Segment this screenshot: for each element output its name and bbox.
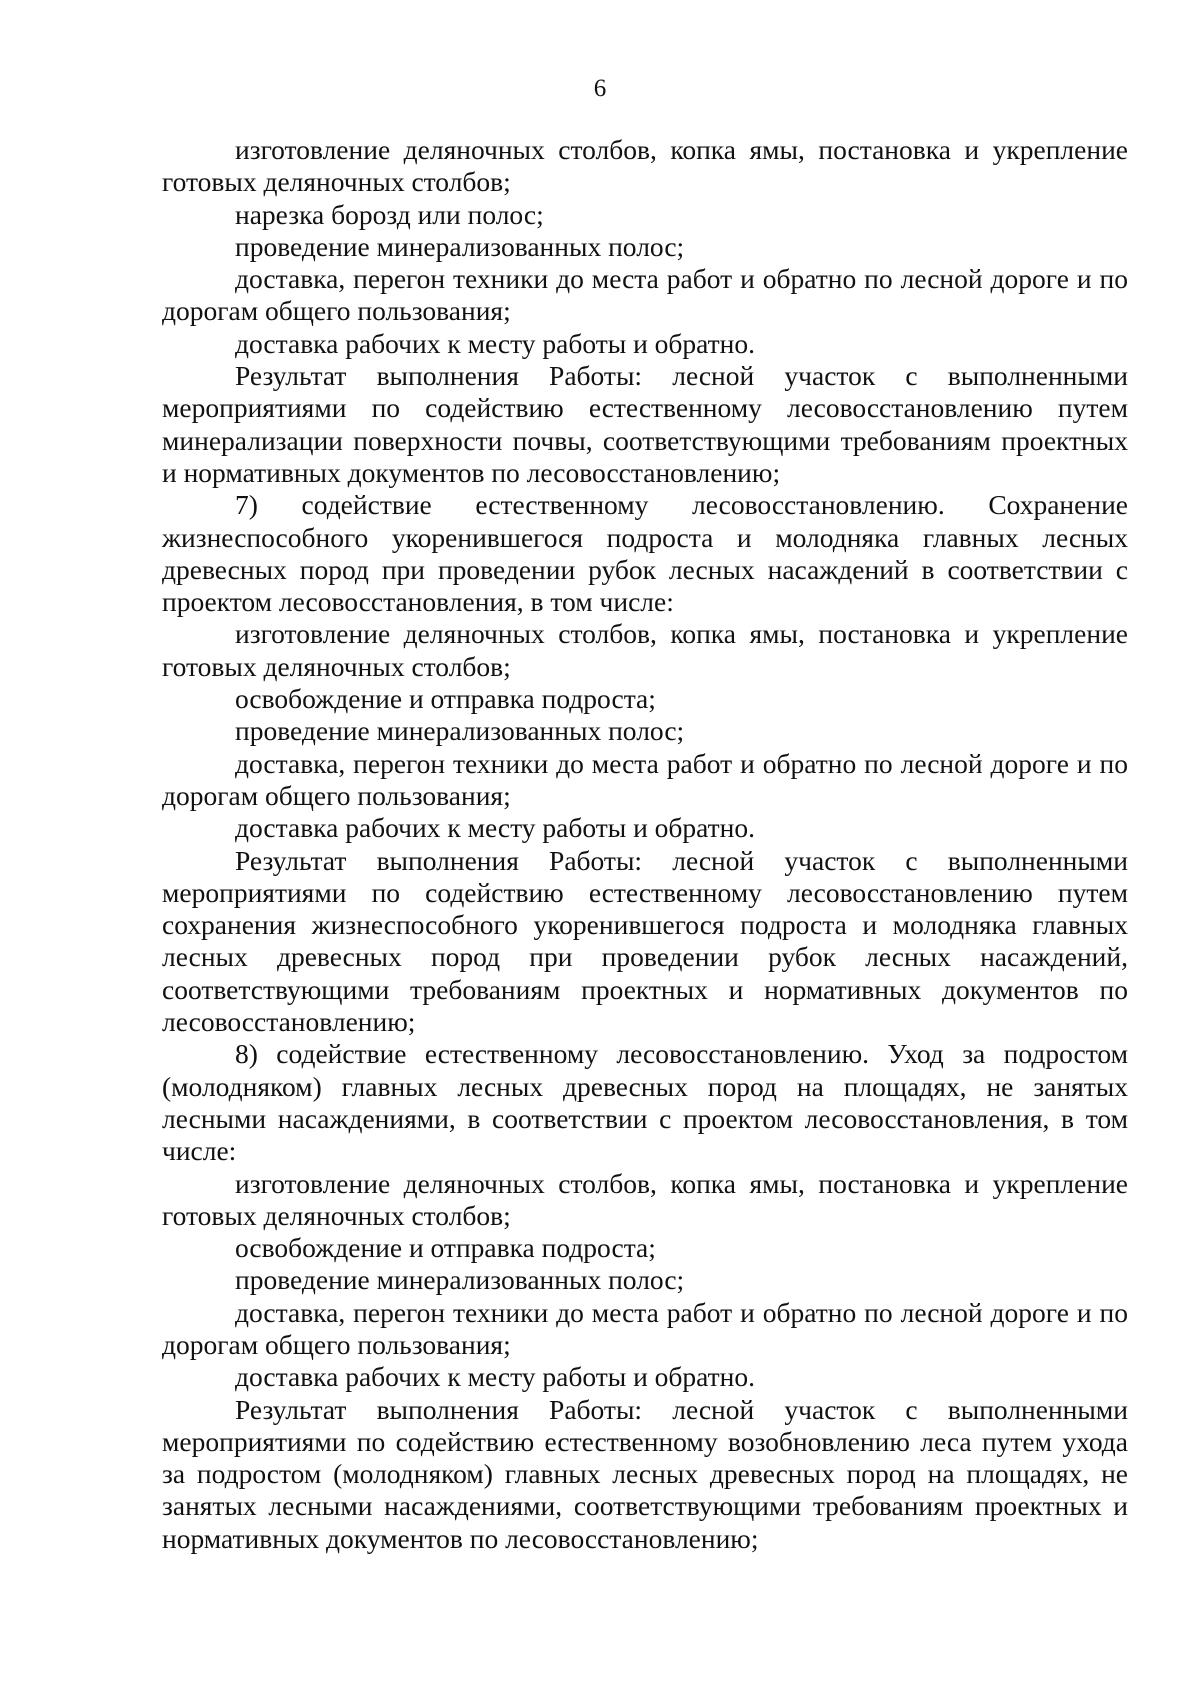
paragraph: изготовление деляночных столбов, копка ямы, постановка и укрепление готовых деляночных столбов; — [162, 134, 1128, 198]
paragraph: проведение минерализованных полос; — [235, 230, 685, 262]
paragraph: Результат выполнения Работы: лесной участок с выполненными мероприятиями по содействию естественному возобновлению леса путем ухода за подростом (молодняком) главных лесных древесных пород на площадях, не занятых лесными насаждениями, соответствующими требованиям проектных и нормативных документов по лесовосстановлению; — [162, 1393, 1128, 1554]
paragraph: освобождение и отправка подроста; — [235, 683, 656, 715]
paragraph: доставка, перегон техники до места работ и обратно по лесной дороге и по дорогам общего пользования; — [162, 747, 1128, 811]
paragraph: доставка, перегон техники до места работ и обратно по лесной дороге и по дорогам общего пользования; — [162, 263, 1128, 327]
paragraph: изготовление деляночных столбов, копка ямы, постановка и укрепление готовых деляночных столбов; — [162, 1167, 1128, 1231]
paragraph: 8) содействие естественному лесовосстановлению. Уход за подростом (молодняком) главных лесных древесных пород на площадях, не занятых лесными насаждениями, в соответствии с проектом лесовосстановления, в том числе: — [162, 1038, 1128, 1167]
paragraph: проведение минерализованных полос; — [235, 1264, 685, 1296]
paragraph: доставка, перегон техники до места работ и обратно по лесной дороге и по дорогам общего пользования; — [162, 1296, 1128, 1360]
paragraph: освобождение и отправка подроста; — [235, 1232, 656, 1264]
paragraph: Результат выполнения Работы: лесной участок с выполненными мероприятиями по содействию естественному лесовосстановлению путем минерализации поверхности почвы, соответствующими требованиям проектных и нормативных документов по лесовосстановлению; — [162, 360, 1128, 488]
body-text — [162, 134, 1128, 1555]
paragraph: доставка рабочих к месту работы и обратно. — [235, 1361, 756, 1393]
paragraph: Результат выполнения Работы: лесной участок с выполненными мероприятиями по содействию естественному лесовосстановлению путем сохранения жизнеспособного укоренившегося подроста и молодняка главных лесных древесных пород при проведении рубок лесных насаждений, соответствующими требованиям проектных и нормативных документов по лесовосстановлению; — [162, 844, 1128, 1038]
paragraph: проведение минерализованных полос; — [235, 715, 685, 747]
paragraph: изготовление деляночных столбов, копка ямы, постановка и укрепление готовых деляночных столбов; — [162, 618, 1128, 682]
paragraph: нарезка борозд или полос; — [235, 198, 544, 230]
page-number: 6 — [593, 75, 607, 102]
paragraph: доставка рабочих к месту работы и обратно. — [235, 327, 756, 359]
paragraph: 7) содействие естественному лесовосстановлению. Сохранение жизнеспособного укоренившегося подроста и молодняка главных лесных древесных пород при проведении рубок лесных насаждений в соответствии с проектом лесовосстановления, в том числе: — [162, 489, 1128, 618]
paragraph: доставка рабочих к месту работы и обратно. — [235, 812, 756, 844]
